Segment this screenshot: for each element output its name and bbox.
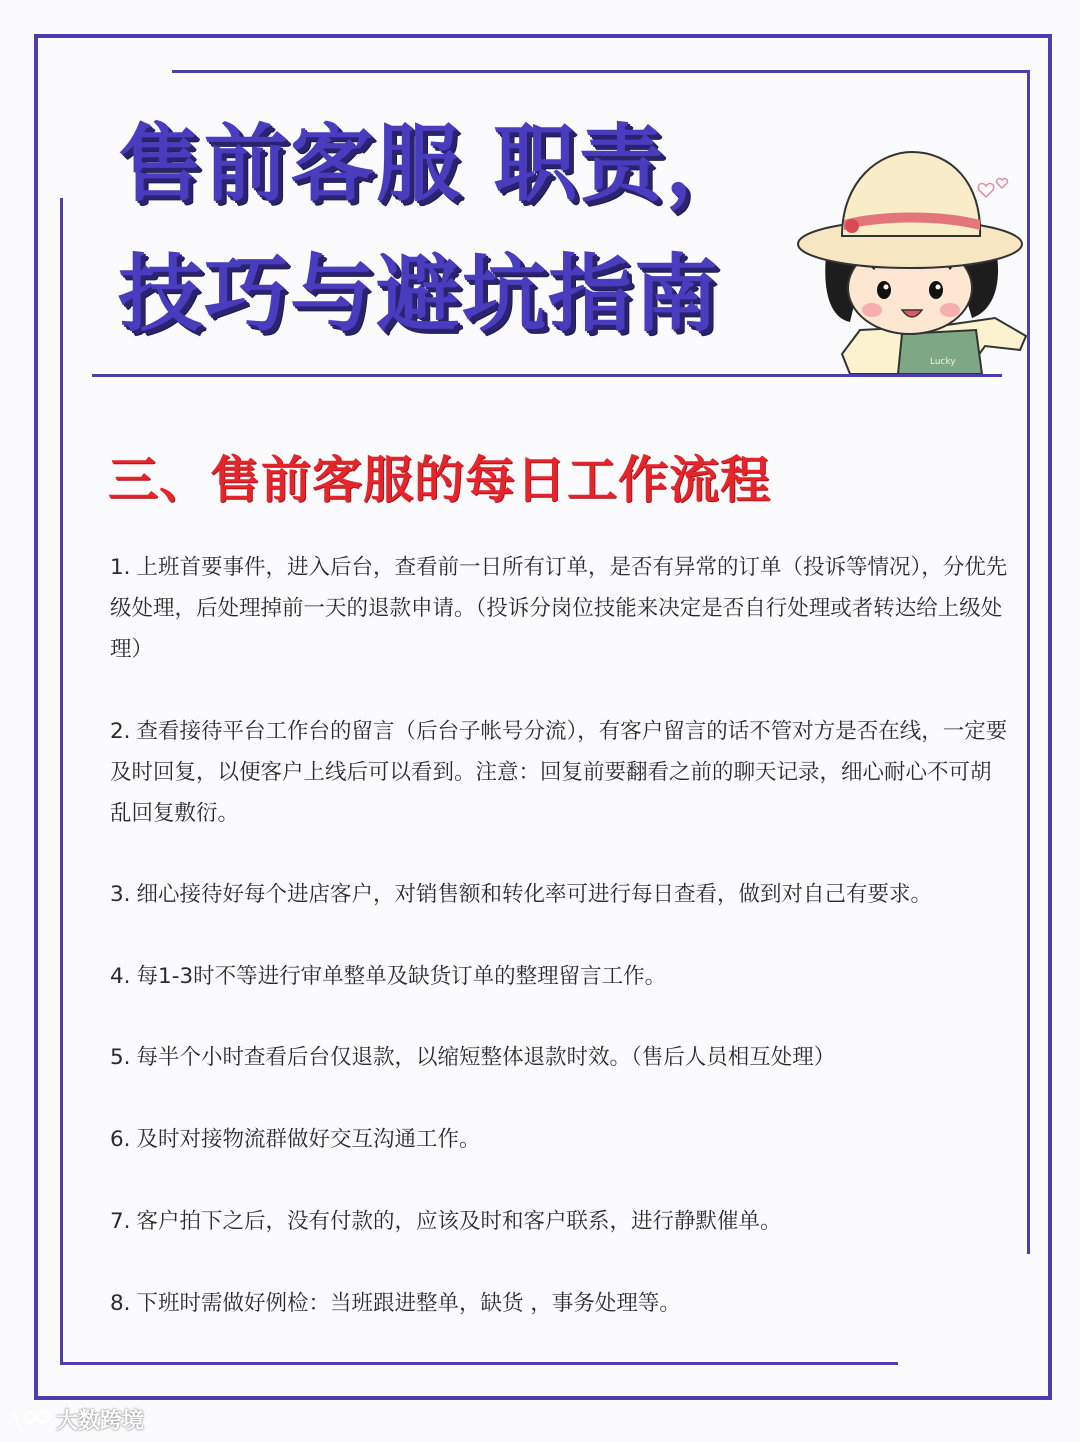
list-item [110,1119,1010,1160]
frame-top-inner-line [172,70,1030,73]
list-item-text: 及时对接物流群做好交互沟通工作。 [136,1127,481,1152]
list-item [110,874,1010,915]
list-item-number: 5. [110,1045,131,1070]
list-item-text: 查看接待平台工作台的留言（后台子帐号分流），有客户留言的话不管对方是否在线，一定要及时回复，以便客户上线后可以看到。注意：回复前要翻看之前的聊天记录，细心耐心不可胡乱回复敷衍。 [110,719,1008,826]
list-item [110,1201,1010,1242]
list-item-text: 每1-3时不等进行审单整单及缺货订单的整理留言工作。 [136,964,667,989]
list-item-text: 细心接待好每个进店客户，对销售额和转化率可进行每日查看，做到对自己有要求。 [136,882,933,907]
page-title-line-1: 售前客服 职责， [118,115,752,213]
page-title-line-2: 技巧与避坑指南 [118,245,721,343]
watermark-logo-icon [10,1407,52,1433]
list-item-number: 1. [110,555,131,580]
heart-icon [978,183,993,197]
heart-icon [997,179,1008,188]
list-item-number: 3. [110,882,131,907]
list-item-number: 7. [110,1209,131,1234]
list-item-text: 每半个小时查看后台仅退款，以缩短整体退款时效。（售后人员相互处理） [136,1045,836,1070]
watermark-text: 大数跨境 [56,1409,145,1434]
list-item-text: 客户拍下之后，没有付款的，应该及时和客户联系，进行静默催单。 [136,1209,782,1234]
list-item-number: 2. [110,719,131,744]
list-item [110,711,1010,834]
frame-bottom-inner-line [60,1362,898,1365]
cartoon-girl-illustration [790,140,1030,374]
list-item [110,1037,1010,1078]
section-heading: 三、售前客服的每日工作流程 [108,451,771,509]
list-item-number: 8. [110,1291,131,1316]
watermark [10,1404,144,1435]
list-item-number: 6. [110,1127,131,1152]
list-item [110,1283,1010,1324]
frame-left-inner-line [60,198,63,1364]
apron-text: Lucky [930,357,956,367]
list-item-text: 下班时需做好例检：当班跟进整单，缺货 ，事务处理等。 [136,1291,681,1316]
list-item [110,956,1010,997]
title-divider [92,374,1002,377]
list-item [110,547,1010,670]
list-item-number: 4. [110,964,131,989]
list-item-text: 上班首要事件，进入后台，查看前一日所有订单，是否有异常的订单（投诉等情况），分优先级处理，后处理掉前一天的退款申请。（投诉分岗位技能来决定是否自行处理或者转达给上级处理） [110,555,1008,662]
